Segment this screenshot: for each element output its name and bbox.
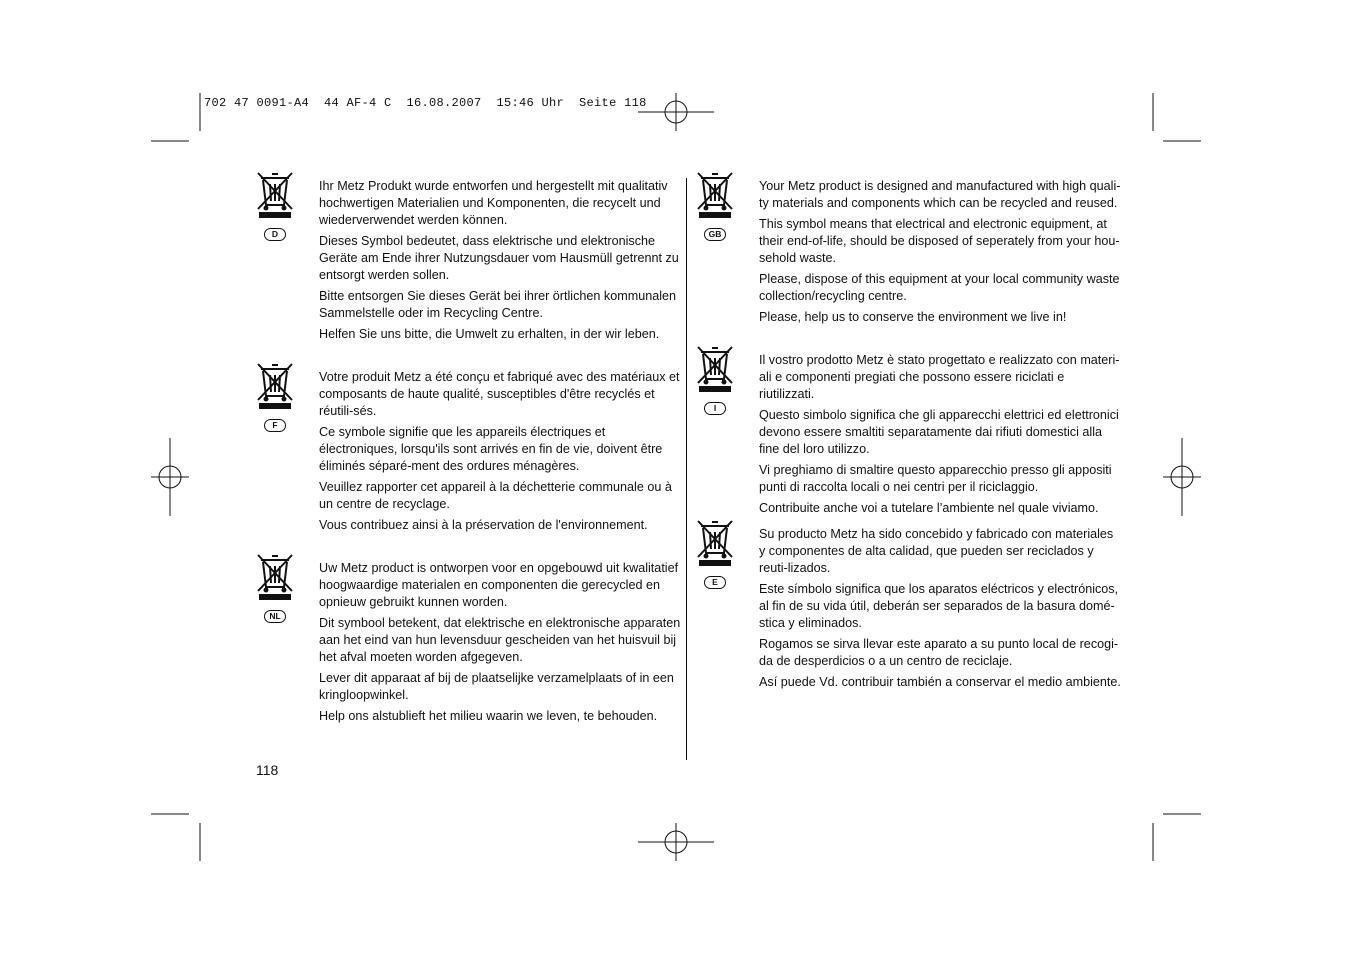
- language-badge: D: [264, 228, 286, 241]
- paragraph: Su producto Metz ha sido concebido y fabricado con materiales y componentes de alta calidad, que pueden ser reciclados y reuti-lizados.: [759, 527, 1114, 575]
- section-gb: [708, 178, 1121, 330]
- section-de: [271, 178, 681, 347]
- paragraph: Dieses Symbol bedeutet, dass elektrische und elektronische Geräte am Ende ihrer Nutzungsdauer vom Hausmüll getrennt zu entsorgt werden sollen.: [319, 234, 679, 282]
- section-it: [713, 352, 1121, 521]
- crossed-out-wheelie-bin-icon: [257, 554, 293, 624]
- page-number: 118: [256, 762, 279, 778]
- language-badge: I: [704, 402, 726, 415]
- paragraph: Lever dit apparaat af bij de plaatselijke verzamelplaats of in een kringloopwinkel.: [319, 671, 674, 702]
- column-divider: [686, 178, 687, 760]
- paragraph: Helfen Sie uns bitte, die Umwelt zu erhalten, in der wir leben.: [319, 327, 660, 341]
- section-fr: [272, 369, 681, 538]
- crossed-out-wheelie-bin-icon: [697, 346, 733, 416]
- print-slug: 702 47 0091-A4 44 AF-4 C 16.08.2007 15:46 Uhr Seite 118: [204, 96, 647, 110]
- paragraph: Así puede Vd. contribuir también a conservar el medio ambiente.: [759, 675, 1121, 689]
- paragraph: Please, dispose of this equipment at your local community waste collection/recycling centre.: [759, 272, 1120, 303]
- paragraph: Dit symbool betekent, dat elektrische en elektronische apparaten aan het eind van hun levensduur gescheiden van het huisvuil bij het afval moeten worden afgegeven.: [319, 616, 681, 664]
- paragraph: Questo simbolo significa che gli apparecchi elettrici ed elettronici devono essere smaltiti separatamente dai rifiuti domestici alla fine del loro utilizzo.: [759, 408, 1119, 456]
- paragraph: Vous contribuez ainsi à la préservation de l'environnement.: [319, 518, 648, 532]
- crossed-out-wheelie-bin-icon: [257, 172, 293, 242]
- paragraph: Contribuite anche voi a tutelare l’ambiente nel quale viviamo.: [759, 501, 1099, 515]
- paragraph: Your Metz product is designed and manufactured with high quali-ty materials and components which can be recycled and reused.: [759, 179, 1121, 210]
- crossed-out-wheelie-bin-icon: [697, 520, 733, 590]
- paragraph: Ihr Metz Produkt wurde entworfen und hergestellt mit qualitativ hochwertigen Materialien und Komponenten, die recycelt und wiederverwendet werden können.: [319, 179, 668, 227]
- paragraph: Help ons alstublieft het milieu waarin we leven, te behouden.: [319, 709, 658, 723]
- language-badge: E: [704, 576, 726, 589]
- paragraph: Il vostro prodotto Metz è stato progettato e realizzato con materi-ali e componenti pregiati che possono essere riciclati e riutilizzati.: [759, 353, 1120, 401]
- section-nl: [269, 560, 681, 729]
- paragraph: Bitte entsorgen Sie dieses Gerät bei ihrer örtlichen kommunalen Sammelstelle oder im Recycling Centre.: [319, 289, 677, 320]
- paragraph: Please, help us to conserve the environment we live in!: [759, 310, 1067, 324]
- paragraph: Este símbolo significa que los aparatos eléctricos y electrónicos, al fin de su vida útil, deberán ser separados de la basura domé-stica y eliminados.: [759, 582, 1119, 630]
- paragraph: Veuillez rapporter cet appareil à la déchetterie communale ou à un centre de recyclage.: [319, 480, 672, 511]
- paragraph: Votre produit Metz a été conçu et fabriqué avec des matériaux et composants de haute qualité, susceptibles d'être recyclés et réutili-sés.: [319, 370, 680, 418]
- paragraph: Ce symbole signifie que les appareils électriques et électroniques, lorsqu'ils sont arrivés en fin de vie, doivent être éliminés séparé-ment des ordures ménagères.: [319, 425, 663, 473]
- crossed-out-wheelie-bin-icon: [257, 363, 293, 433]
- paragraph: Rogamos se sirva llevar este aparato a su punto local de recogi-da de desperdicios o a un centro de reciclaje.: [759, 637, 1119, 668]
- crossed-out-wheelie-bin-icon: [697, 172, 733, 242]
- language-badge: NL: [264, 610, 286, 623]
- section-es: [712, 526, 1121, 695]
- paragraph: Vi preghiamo di smaltire questo apparecchio presso gli appositi punti di raccolta locali o nei centri per il riciclaggio.: [759, 463, 1112, 494]
- paragraph: This symbol means that electrical and electronic equipment, at their end-of-life, should be disposed of seperately from your hou-sehold waste.: [759, 217, 1120, 265]
- language-badge: GB: [704, 228, 726, 241]
- paragraph: Uw Metz product is ontworpen voor en opgebouwd uit kwalitatief hoogwaardige materialen en componenten die gerecycled en opnieuw gebruikt kunnen worden.: [319, 561, 679, 609]
- language-badge: F: [264, 419, 286, 432]
